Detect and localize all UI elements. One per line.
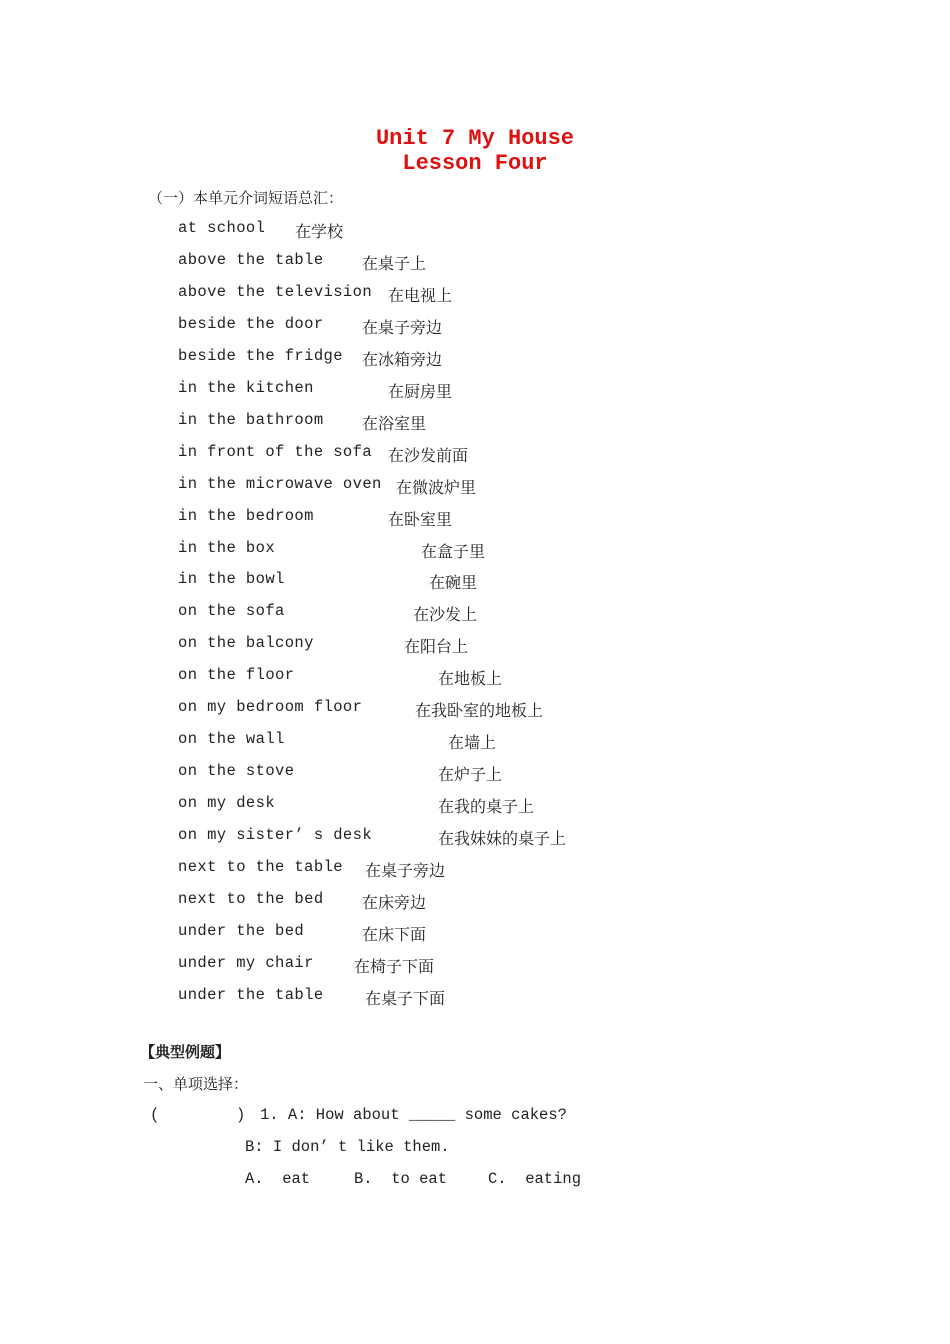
phrase-chinese: 在桌子旁边 <box>362 317 443 337</box>
question-1-dialogue-b: B: I don’ t like them. <box>245 1138 450 1156</box>
phrase-english: under the bed <box>178 921 305 940</box>
unit-title: Unit 7 My House <box>375 126 575 151</box>
phrase-english: in the kitchen <box>178 378 314 397</box>
phrase-chinese: 在微波炉里 <box>396 477 477 497</box>
phrase-english: on the sofa <box>178 602 285 621</box>
phrase-english: in the box <box>178 538 276 557</box>
phrase-chinese: 在床旁边 <box>362 892 427 912</box>
phrase-english: beside the fridge <box>178 346 343 365</box>
phrase-chinese: 在桌子旁边 <box>365 861 446 880</box>
option-c: C. eating <box>488 1170 582 1188</box>
phrase-english: in the bedroom <box>178 506 314 525</box>
phrase-chinese: 在冰箱旁边 <box>362 349 443 369</box>
phrase-english: on my desk <box>178 794 276 813</box>
phrase-english: on the wall <box>178 730 285 749</box>
phrase-chinese: 在学校 <box>295 222 344 241</box>
phrase-chinese: 在墙上 <box>448 733 497 753</box>
phrase-english: on my sister’ s desk <box>178 826 373 845</box>
phrase-english: under the table <box>178 985 324 1004</box>
phrase-chinese: 在地板上 <box>438 669 503 689</box>
phrase-english: in front of the sofa <box>178 442 373 461</box>
phrase-english: on the stove <box>178 762 295 781</box>
phrase-english: on the floor <box>178 666 295 685</box>
phrase-english: in the bowl <box>178 570 285 589</box>
phrase-english: at school <box>178 219 266 237</box>
phrases-section-heading: （一）本单元介词短语总汇： <box>148 189 344 207</box>
lesson-title: Lesson Four <box>402 151 548 176</box>
phrase-english: next to the bed <box>178 889 324 908</box>
answer-bracket-close: ) <box>236 1106 246 1124</box>
phrase-english: in the microwave oven <box>178 474 382 493</box>
phrase-english: on the balcony <box>178 634 314 653</box>
phrase-chinese: 在碗里 <box>429 573 478 593</box>
phrase-chinese: 在浴室里 <box>362 413 427 433</box>
phrase-chinese: 在桌子下面 <box>365 988 446 1008</box>
question-1: 1. A: How about _____ some cakes? <box>260 1106 567 1124</box>
phrase-english: above the table <box>178 250 324 269</box>
phrase-english: on my bedroom floor <box>178 698 363 717</box>
phrase-chinese: 在阳台上 <box>404 637 469 657</box>
phrase-chinese: 在我卧室的地板上 <box>415 701 544 721</box>
examples-heading: 【典型例题】 <box>140 1043 231 1061</box>
phrase-chinese: 在沙发前面 <box>388 445 469 465</box>
phrase-chinese: 在炉子上 <box>438 765 503 785</box>
phrase-chinese: 在我妹妹的桌子上 <box>438 829 567 849</box>
phrase-chinese: 在盒子里 <box>421 541 486 561</box>
phrase-english: in the bathroom <box>178 410 324 429</box>
option-a: A. eat <box>245 1170 311 1188</box>
phrase-chinese: 在桌子上 <box>362 253 427 273</box>
phrase-chinese: 在卧室里 <box>388 509 453 529</box>
phrase-chinese: 在我的桌子上 <box>438 797 535 817</box>
phrase-chinese: 在厨房里 <box>388 381 453 401</box>
phrase-english: under my chair <box>178 953 314 972</box>
option-b: B. to eat <box>354 1170 448 1188</box>
phrase-english: next to the table <box>178 858 343 876</box>
phrase-english: beside the door <box>178 314 324 333</box>
phrase-chinese: 在沙发上 <box>413 605 478 625</box>
phrase-english: above the television <box>178 282 373 301</box>
phrase-chinese: 在床下面 <box>362 924 427 944</box>
phrase-chinese: 在椅子下面 <box>354 956 435 976</box>
phrase-chinese: 在电视上 <box>388 285 453 305</box>
multiple-choice-heading: 一、单项选择： <box>143 1075 249 1093</box>
answer-bracket-open: ( <box>150 1106 160 1124</box>
